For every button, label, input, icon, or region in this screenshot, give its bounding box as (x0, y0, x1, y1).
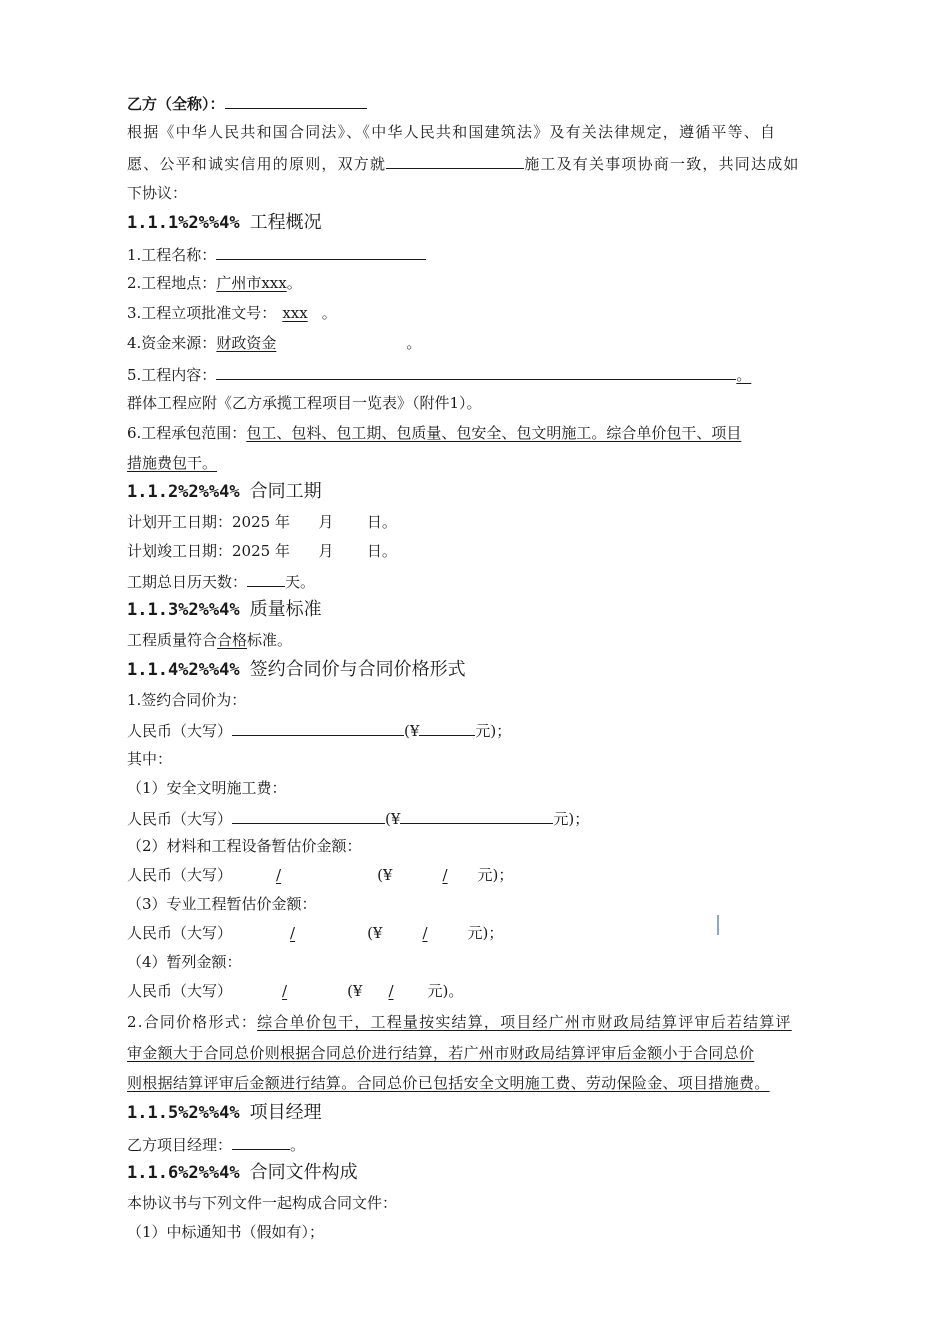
start-date: 计划开工日期：2025 年 月 日。 (127, 513, 397, 531)
days-suffix: 天。 (285, 573, 316, 591)
price-form-label: 2.合同价格形式： (127, 1013, 258, 1031)
scope-line-2 (127, 453, 217, 473)
material-estimate-words-value: / (276, 866, 282, 884)
material-estimate-line (127, 865, 513, 885)
party-b-line (127, 92, 367, 114)
material-estimate-label: （2）材料和工程设备暂估价金额： (127, 837, 362, 855)
contract-price-line (127, 719, 511, 741)
quality-standard-value: 合格 (217, 631, 248, 649)
quality-text-c: 标准。 (247, 631, 293, 649)
contract-price-amount-blank[interactable] (419, 719, 475, 736)
yen-open: (¥ (367, 924, 383, 942)
fund-source-value: 财政资金 (216, 334, 277, 352)
section-title: 质量标准 (249, 599, 322, 620)
price-form-value-3: 则根据结算评审后金额进行结算。合同总价已包括安全文明施工费、劳动保险金、项目措施费 (127, 1074, 755, 1092)
yuan-close: 元)。 (427, 982, 464, 1000)
total-days-line (127, 570, 315, 592)
safety-fee-amount-blank[interactable] (400, 807, 553, 824)
project-location-line (127, 273, 302, 293)
provisional-sum-amount-value: / (388, 982, 394, 1000)
party-b-name-blank[interactable] (225, 92, 367, 109)
section-number: 1.1.4%2%%4% (127, 660, 240, 680)
period: 。 (406, 334, 422, 352)
period: 。 (321, 304, 337, 322)
special-estimate-words-value: / (290, 924, 296, 942)
period: 。 (286, 274, 302, 292)
intro-line-3: 下协议： (127, 184, 188, 202)
project-location-value: 广州市xxx (216, 274, 287, 292)
rmb-label: 人民币（大写） (127, 866, 233, 884)
group-note: 群体工程应附《乙方承揽工程项目一览表》（附件1）。 (127, 394, 482, 412)
rmb-label: 人民币（大写） (127, 722, 233, 740)
project-content-blank[interactable] (216, 363, 736, 380)
text-cursor-mark (717, 915, 719, 935)
contract-price-label: 1.签约合同价为： (127, 691, 247, 709)
section-heading-5 (127, 1101, 322, 1125)
yen-open: (¥ (404, 722, 420, 740)
project-name-blank[interactable] (216, 243, 426, 260)
period: 。 (736, 366, 752, 384)
scope-value-2: 措施费包干。 (127, 454, 218, 472)
approval-number-label: 3.工程立项批准文号： (127, 304, 277, 322)
section-title: 签约合同价与合同价格形式 (249, 659, 466, 680)
yuan-close: 元)； (467, 924, 504, 942)
project-location-label: 2.工程地点： (127, 274, 217, 292)
provisional-sum-line (127, 981, 463, 1001)
project-content-label: 5.工程内容： (127, 366, 217, 384)
end-date: 计划竣工日期：2025 年 月 日。 (127, 542, 397, 560)
period: 。 (290, 1136, 306, 1154)
intro-line-2 (127, 152, 800, 174)
section-number: 1.1.1%2%%4% (127, 213, 240, 233)
price-form-line-2 (127, 1043, 754, 1063)
section-heading-3 (127, 598, 322, 622)
approval-number-value: xxx (282, 304, 308, 322)
party-b-label: 乙方（全称）： (127, 95, 225, 113)
section-heading-2 (127, 480, 322, 504)
special-estimate-line (127, 923, 503, 943)
section-heading-1 (127, 211, 322, 235)
project-manager-label: 乙方项目经理： (127, 1136, 233, 1154)
section-number: 1.1.5%2%%4% (127, 1103, 240, 1123)
project-name-line (127, 243, 426, 265)
contract-docs-intro: 本协议书与下列文件一起构成合同文件： (127, 1194, 398, 1212)
project-name-label: 1.工程名称： (127, 246, 217, 264)
section-title: 项目经理 (249, 1102, 322, 1123)
contract-doc-item-1: （1）中标通知书（假如有）； (127, 1223, 325, 1241)
fund-source-label: 4.资金来源： (127, 334, 217, 352)
among-label: 其中： (127, 750, 173, 768)
section-number: 1.1.2%2%%4% (127, 482, 240, 502)
fund-source-line (127, 333, 421, 353)
project-manager-line (127, 1133, 305, 1155)
total-days-label: 工期总日历天数： (127, 573, 248, 591)
total-days-blank[interactable] (247, 570, 285, 587)
section-heading-4 (127, 658, 466, 682)
project-manager-blank[interactable] (232, 1133, 290, 1150)
safety-fee-label: （1）安全文明施工费： (127, 779, 287, 797)
intro-line-1: 根据《中华人民共和国合同法》、《中华人民共和国建筑法》及有关法律规定，遵循平等、自 (127, 123, 777, 141)
yuan-close: 元)； (475, 722, 512, 740)
section-heading-6 (127, 1161, 358, 1185)
safety-fee-line (127, 807, 589, 829)
project-content-line (127, 363, 759, 385)
yen-open: (¥ (385, 810, 401, 828)
section-title: 合同文件构成 (249, 1162, 358, 1183)
material-estimate-amount-value: / (442, 866, 448, 884)
rmb-label: 人民币（大写） (127, 924, 233, 942)
approval-number-line (127, 303, 337, 323)
intro-line-2-a: 愿、公平和诚实信用的原则，双方就 (127, 155, 387, 173)
yen-open: (¥ (347, 982, 363, 1000)
yuan-close: 元)； (553, 810, 590, 828)
quality-text-a: 工程质量符合 (127, 631, 218, 649)
project-blank[interactable] (386, 152, 524, 169)
provisional-sum-words-value: / (282, 982, 288, 1000)
rmb-label: 人民币（大写） (127, 982, 233, 1000)
section-number: 1.1.3%2%%4% (127, 600, 240, 620)
intro-line-2-b: 施工及有关事项协商一致，共同达成如 (524, 155, 800, 173)
special-estimate-amount-value: / (422, 924, 428, 942)
price-form-line-1 (127, 1012, 792, 1032)
price-form-value-1: 综合单价包干，工程量按实结算，项目经广州市财政局结算评审后若结算评 (257, 1013, 792, 1031)
rmb-label: 人民币（大写） (127, 810, 233, 828)
period: 。 (754, 1074, 770, 1092)
yuan-close: 元)； (477, 866, 514, 884)
price-form-value-2: 审金额大于合同总价则根据合同总价进行结算，若广州市财政局结算评审后金额小于合同总价 (127, 1044, 755, 1062)
quality-line (127, 630, 292, 650)
yen-open: (¥ (377, 866, 393, 884)
section-number: 1.1.6%2%%4% (127, 1163, 240, 1183)
special-estimate-label: （3）专业工程暂估价金额： (127, 895, 317, 913)
scope-label: 6.工程承包范围： (127, 424, 247, 442)
section-title: 合同工期 (249, 481, 322, 502)
safety-fee-words-blank[interactable] (232, 807, 385, 824)
contract-price-words-blank[interactable] (232, 719, 404, 736)
scope-value-1: 包工、包料、包工期、包质量、包安全、包文明施工。综合单价包干、项目 (246, 424, 742, 442)
provisional-sum-label: （4）暂列金额： (127, 953, 242, 971)
scope-line-1 (127, 423, 741, 443)
price-form-line-3 (127, 1073, 770, 1093)
section-title: 工程概况 (249, 212, 322, 233)
